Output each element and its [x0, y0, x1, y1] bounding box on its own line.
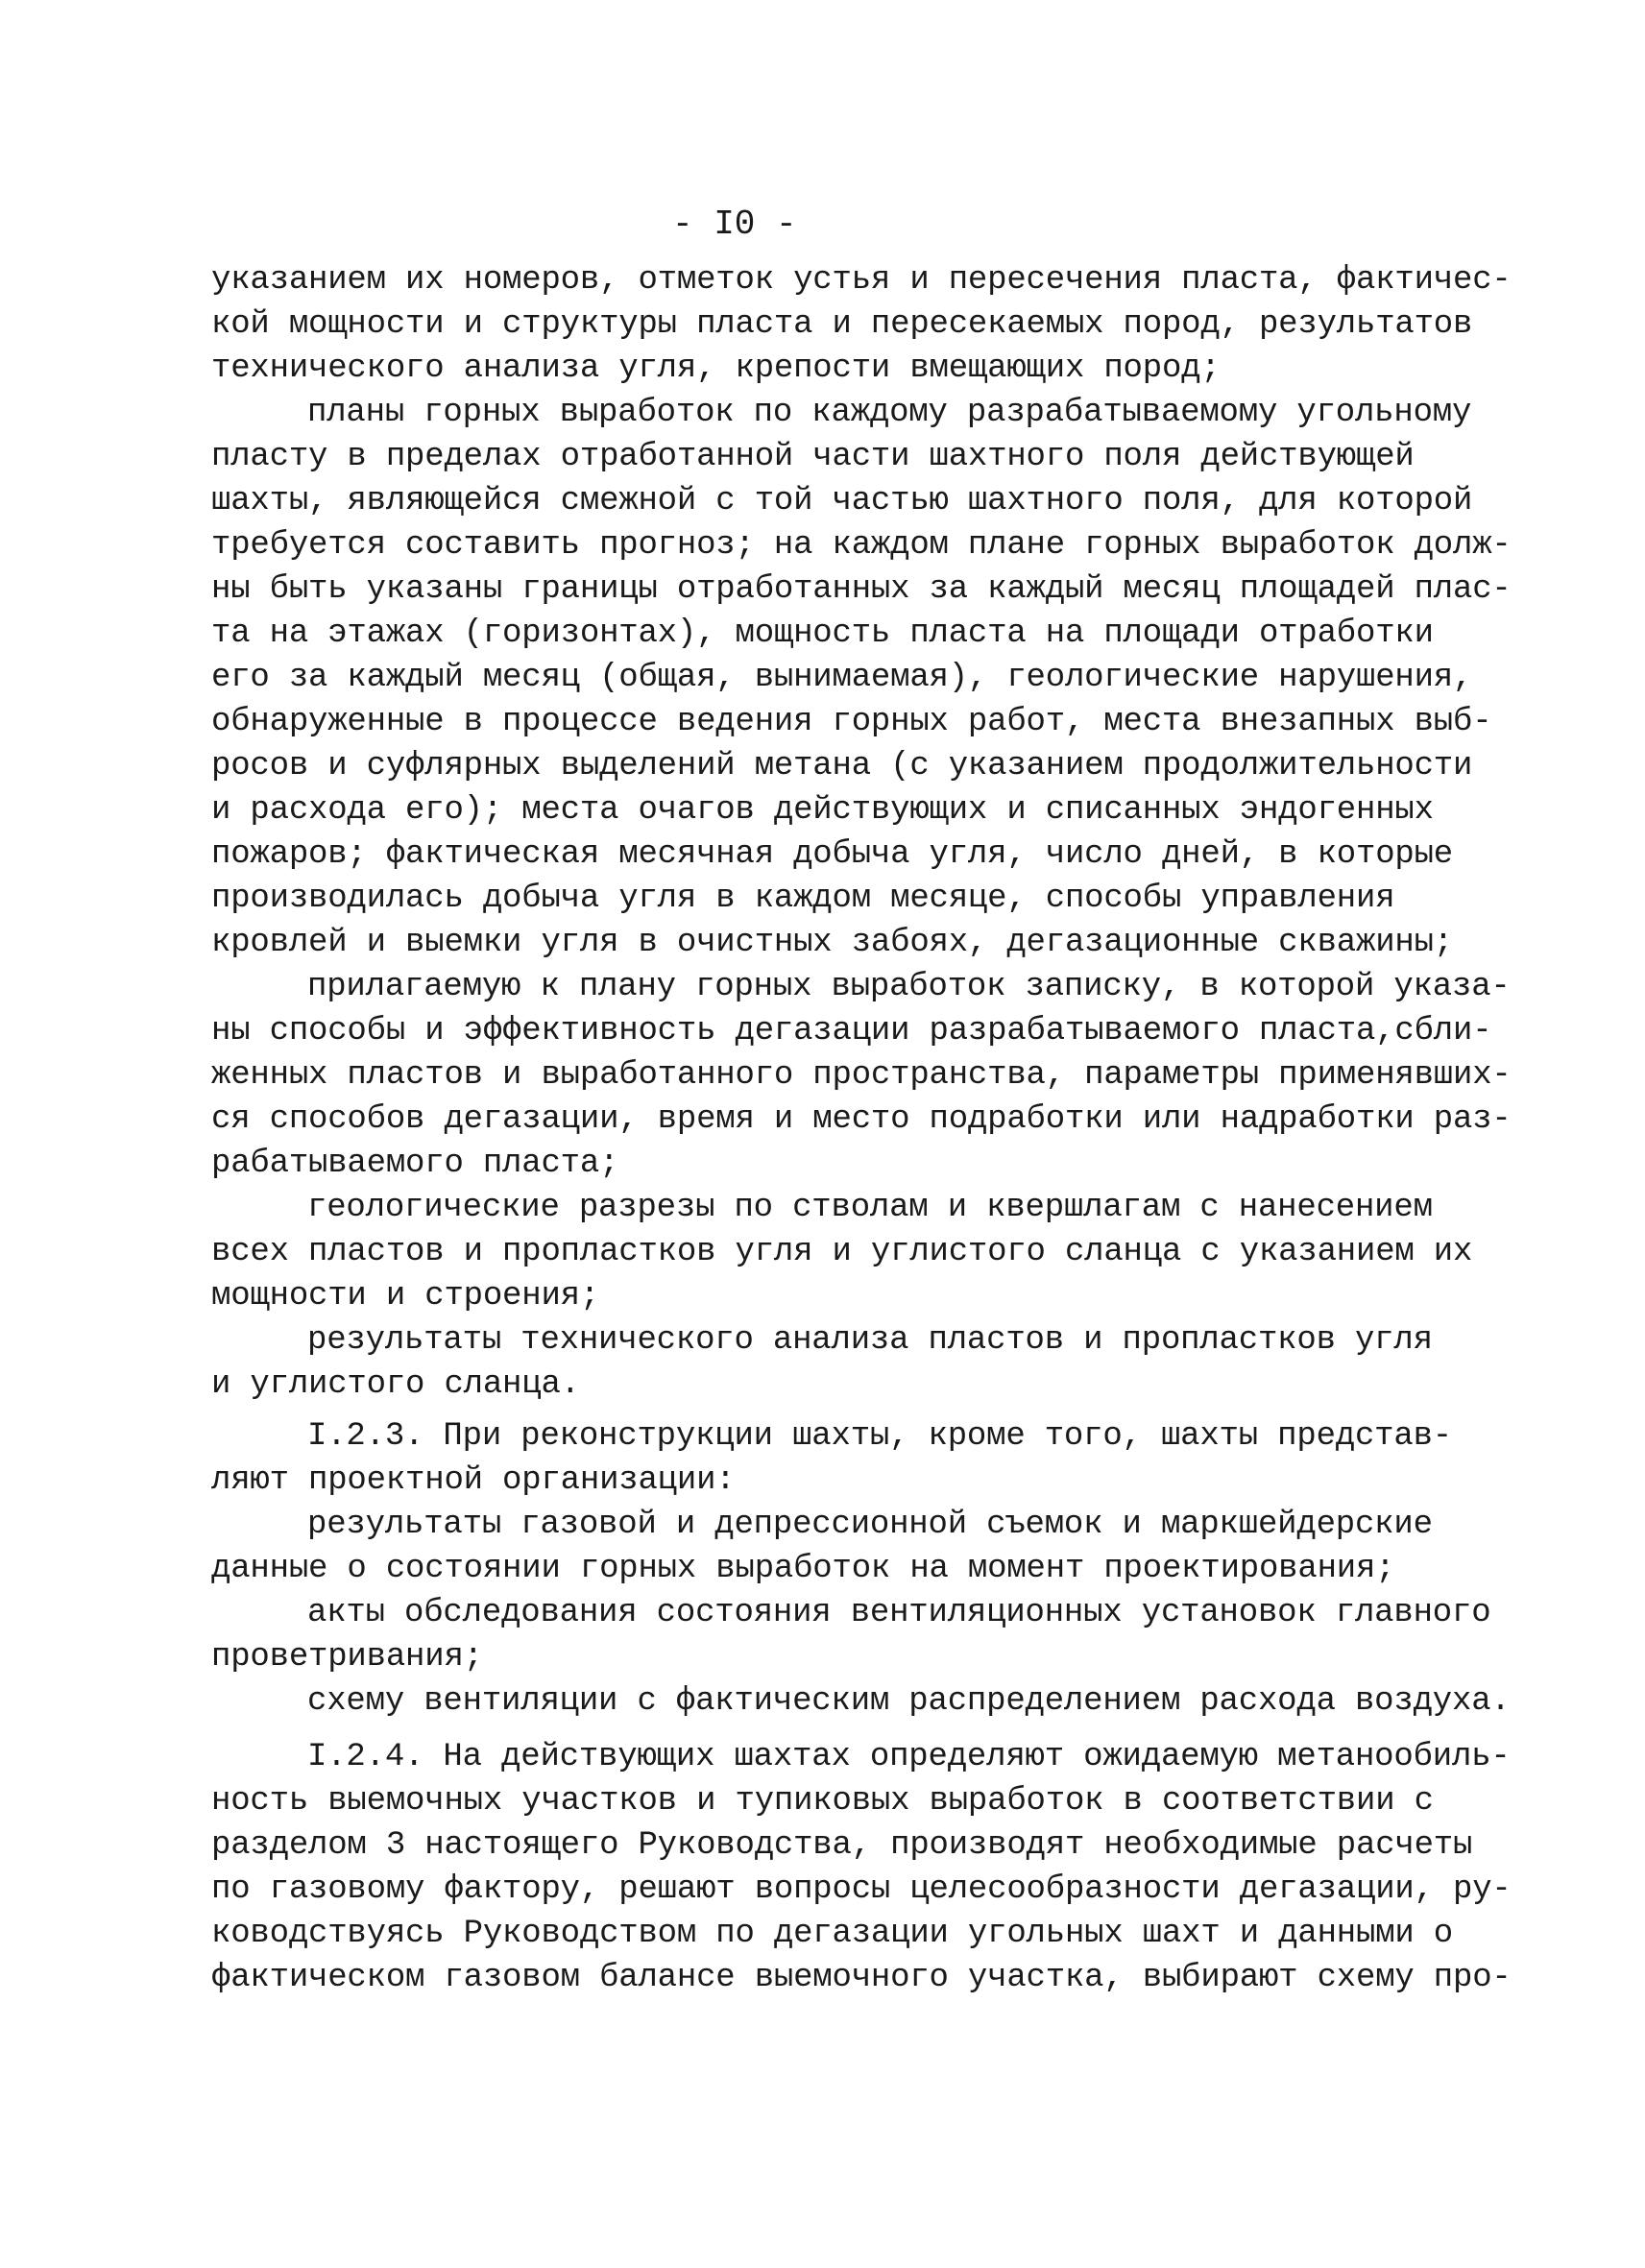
text-line: данные о состоянии горных выработок на момент проектирования; — [211, 1551, 1395, 1587]
text-line: результаты газовой и депрессионной съемок и маркшейдерские — [307, 1507, 1433, 1543]
text-line: и расхода его); места очагов действующих и списанных эндогенных — [211, 792, 1434, 829]
text-line: по газовому фактору, решают вопросы целесообразности дегазации, ру- — [211, 1871, 1512, 1908]
text-line: шахты, являющейся смежной с той частью шахтного поля, для которой — [211, 483, 1473, 519]
text-line: ляют проектной организации: — [211, 1462, 736, 1499]
text-line: всех пластов и пропластков угля и углистого сланца с указанием их — [211, 1234, 1473, 1270]
text-line: акты обследования состояния вентиляционных установок главного — [307, 1595, 1491, 1631]
text-line: производилась добыча угля в каждом месяце, способы управления — [211, 881, 1395, 917]
text-line: ны быть указаны границы отработанных за каждый месяц площадей плас- — [211, 571, 1512, 608]
text-line: пласту в пределах отработанной части шахтного поля действующей — [211, 439, 1415, 475]
text-line: кровлей и выемки угля в очистных забоях, дегазационные скважины; — [211, 925, 1454, 961]
text-line: фактическом газовом балансе выемочного участка, выбирают схему про- — [211, 1960, 1512, 1996]
text-line: обнаруженные в процессе ведения горных работ, места внезапных выб- — [211, 704, 1492, 740]
text-line: разделом 3 настоящего Руководства, производят необходимые расчеты — [211, 1827, 1473, 1864]
text-line: рабатываемого пласта; — [211, 1146, 619, 1182]
text-line: прилагаемую к плану горных выработок записку, в которой указа- — [307, 969, 1511, 1005]
text-line: планы горных выработок по каждому разрабатываемому угольному — [307, 395, 1472, 431]
text-line: результаты технического анализа пластов и пропластков угля — [307, 1322, 1433, 1359]
text-line: женных пластов и выработанного пространства, параметры применявших- — [211, 1057, 1512, 1094]
text-line: мощности и строения; — [211, 1278, 600, 1315]
text-line: технического анализа угля, крепости вмещающих пород; — [211, 350, 1221, 387]
text-line: кой мощности и структуры пласта и пересекаемых пород, результатов — [211, 306, 1473, 343]
text-line: проветривания; — [211, 1639, 483, 1676]
text-line: ководствуясь Руководством по дегазации угольных шахт и данными о — [211, 1916, 1454, 1952]
page-number: - I0 - — [672, 205, 797, 244]
text-line: ность выемочных участков и тупиковых выработок в соответствии с — [211, 1783, 1434, 1820]
text-line: росов и суфлярных выделений метана (с указанием продолжительности — [211, 748, 1473, 784]
text-line: I.2.3. При реконструкции шахты, кроме того, шахты представ- — [307, 1418, 1452, 1455]
text-line: схему вентиляции с фактическим распределением расхода воздуха. — [307, 1683, 1511, 1720]
text-line: пожаров; фактическая месячная добыча угля, число дней, в которые — [211, 836, 1454, 873]
text-line: ны способы и эффективность дегазации разрабатываемого пласта,сбли- — [211, 1013, 1492, 1050]
text-line: и углистого сланца. — [211, 1366, 580, 1403]
text-line: геологические разрезы по стволам и квершлагам с нанесением — [307, 1190, 1433, 1226]
text-line: требуется составить прогноз; на каждом плане горных выработок долж- — [211, 527, 1512, 564]
text-line: ся способов дегазации, время и место подработки или надработки раз- — [211, 1101, 1512, 1138]
text-line: та на этажах (горизонтах), мощность пласта на площади отработки — [211, 615, 1434, 652]
text-line: его за каждый месяц (общая, вынимаемая), геологические нарушения, — [211, 660, 1473, 696]
text-line: I.2.4. На действующих шахтах определяют ожидаемую метанообиль- — [307, 1739, 1511, 1775]
text-line: указанием их номеров, отметок устья и пересечения пласта, фактичес- — [211, 262, 1512, 299]
